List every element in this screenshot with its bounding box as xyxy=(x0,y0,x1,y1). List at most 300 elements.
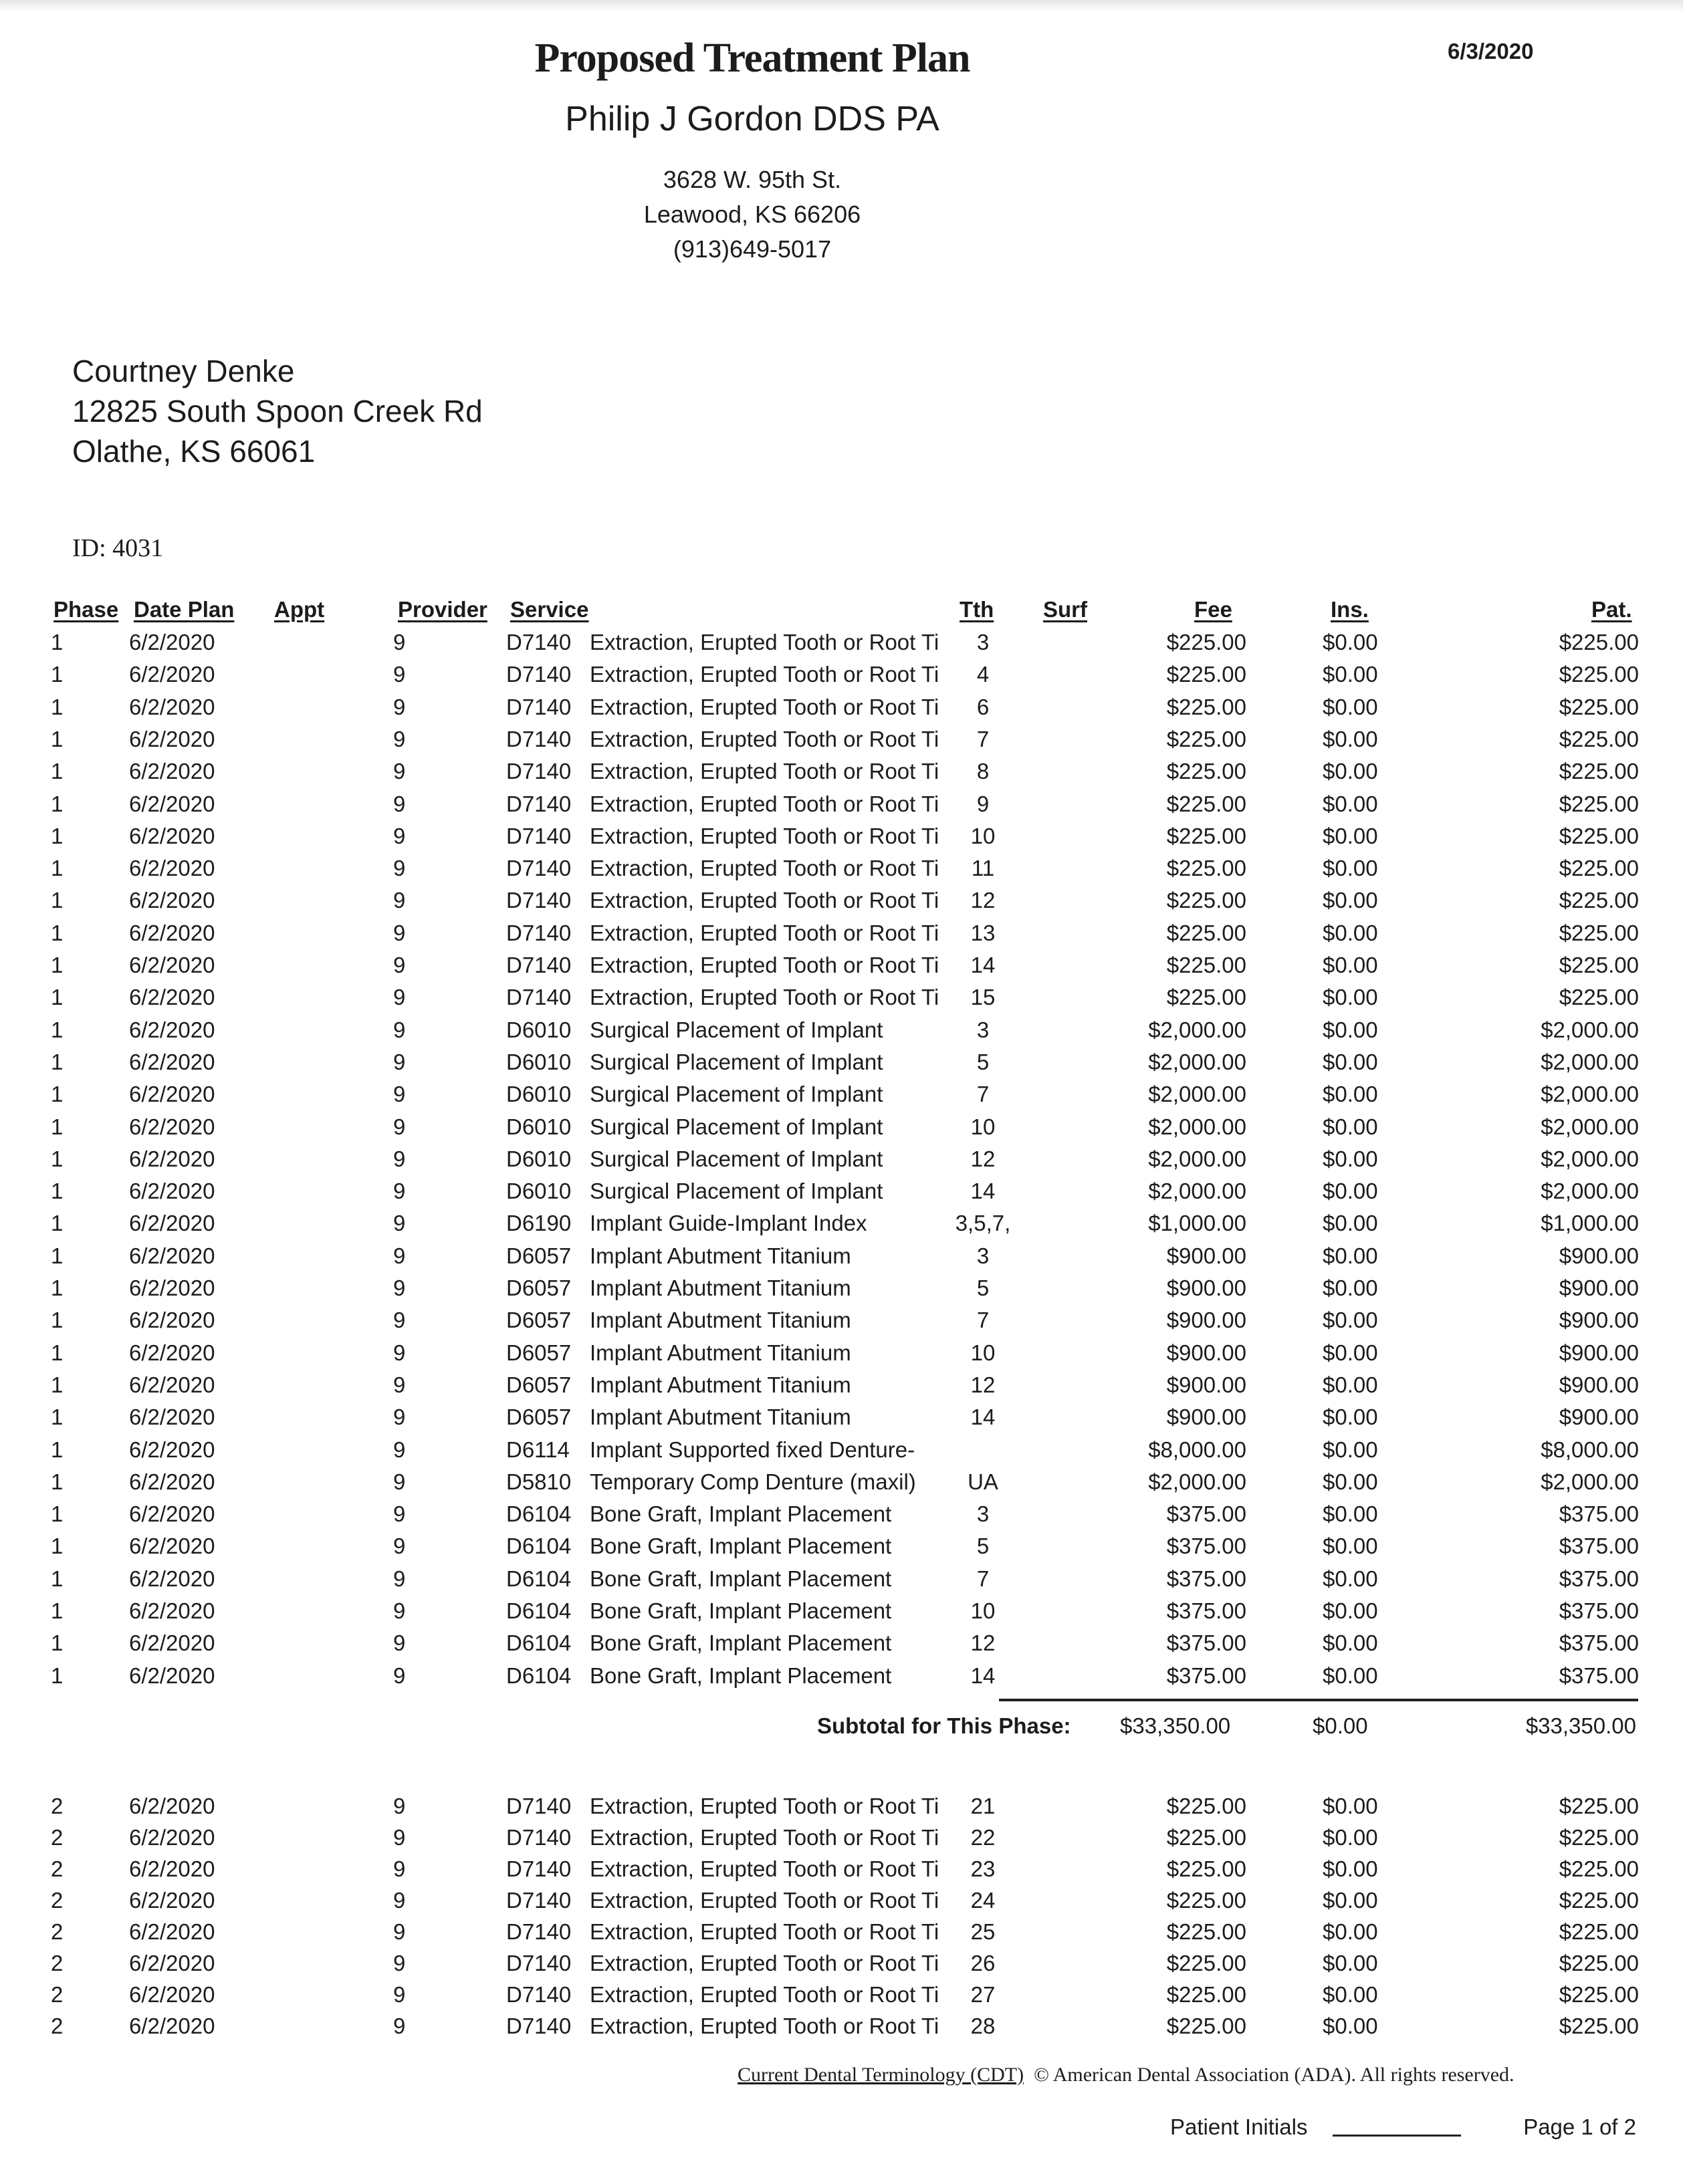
cell-service-code: D6057 xyxy=(506,1308,572,1333)
cell-service-code: D6114 xyxy=(506,1437,570,1462)
cell-ins: $0.00 xyxy=(1323,694,1378,719)
cell-fee: $900.00 xyxy=(1166,1308,1246,1333)
cell-ins: $0.00 xyxy=(1323,1919,1378,1944)
cell-service-desc: Implant Abutment Titanium xyxy=(590,1308,851,1333)
cell-date-plan: 6/2/2020 xyxy=(129,823,215,848)
cell-tooth: 3 xyxy=(976,630,990,654)
cell-fee: $225.00 xyxy=(1166,1856,1246,1881)
cell-service-code: D7140 xyxy=(506,823,572,848)
cell-fee: $900.00 xyxy=(1166,1340,1246,1365)
cell-fee: $225.00 xyxy=(1166,985,1246,1010)
cell-provider: 9 xyxy=(393,953,406,977)
cell-fee: $2,000.00 xyxy=(1148,1469,1246,1494)
cell-date-plan: 6/2/2020 xyxy=(129,1114,215,1139)
cell-ins: $0.00 xyxy=(1323,1211,1378,1236)
cell-phase: 1 xyxy=(51,1276,64,1300)
cell-provider: 9 xyxy=(393,823,406,848)
cell-phase: 2 xyxy=(51,1825,64,1850)
cell-tooth: 22 xyxy=(970,1825,996,1850)
cell-service-desc: Surgical Placement of Implant xyxy=(590,1179,883,1204)
cell-phase: 2 xyxy=(51,1794,64,1818)
cell-date-plan: 6/2/2020 xyxy=(129,1146,215,1171)
cell-phase: 2 xyxy=(51,2014,64,2038)
cell-tooth: 12 xyxy=(970,1372,996,1397)
cell-fee: $8,000.00 xyxy=(1148,1437,1246,1462)
table-row xyxy=(0,888,1683,920)
cell-ins: $0.00 xyxy=(1323,1437,1378,1462)
cell-tooth: 14 xyxy=(970,1663,996,1688)
cell-pat: $225.00 xyxy=(1559,1794,1639,1818)
col-header-pat: Pat. xyxy=(1591,597,1632,622)
cell-pat: $225.00 xyxy=(1559,823,1639,848)
patient-street: 12825 South Spoon Creek Rd xyxy=(72,394,483,429)
cell-service-code: D7140 xyxy=(506,791,572,816)
page-title: Proposed Treatment Plan xyxy=(534,35,970,81)
cell-date-plan: 6/2/2020 xyxy=(129,2014,215,2038)
cell-service-code: D6057 xyxy=(506,1405,572,1430)
cell-service-desc: Implant Abutment Titanium xyxy=(590,1276,851,1300)
table-row xyxy=(0,662,1683,694)
cell-service-desc: Extraction, Erupted Tooth or Root Ti xyxy=(590,1951,939,1975)
table-row xyxy=(0,1114,1683,1146)
table-row xyxy=(0,1340,1683,1372)
cell-tooth: 7 xyxy=(976,1566,990,1591)
cell-ins: $0.00 xyxy=(1323,1856,1378,1881)
cell-pat: $225.00 xyxy=(1559,1856,1639,1881)
cell-service-code: D6104 xyxy=(506,1663,572,1688)
cell-date-plan: 6/2/2020 xyxy=(129,953,215,977)
cell-service-desc: Surgical Placement of Implant xyxy=(590,1082,883,1107)
cell-provider: 9 xyxy=(393,920,406,945)
cell-ins: $0.00 xyxy=(1323,726,1378,751)
cell-pat: $900.00 xyxy=(1559,1243,1639,1268)
practice-address-line1: 3628 W. 95th St. xyxy=(663,166,842,193)
col-header-appt: Appt xyxy=(274,597,325,622)
cell-pat: $225.00 xyxy=(1559,985,1639,1010)
cdt-notice xyxy=(738,2064,1514,2086)
cell-service-desc: Extraction, Erupted Tooth or Root Ti xyxy=(590,856,939,881)
cell-date-plan: 6/2/2020 xyxy=(129,920,215,945)
cell-phase: 1 xyxy=(51,1243,64,1268)
cell-service-code: D7140 xyxy=(506,1951,572,1975)
cell-ins: $0.00 xyxy=(1323,759,1378,784)
cell-provider: 9 xyxy=(393,1114,406,1139)
cell-tooth: 21 xyxy=(970,1794,996,1818)
cell-tooth: 25 xyxy=(970,1919,996,1944)
cell-fee: $900.00 xyxy=(1166,1243,1246,1268)
cell-ins: $0.00 xyxy=(1323,1082,1378,1107)
cell-pat: $225.00 xyxy=(1559,856,1639,881)
cell-ins: $0.00 xyxy=(1323,1888,1378,1913)
cell-service-code: D5810 xyxy=(506,1469,572,1494)
cell-tooth: 3,5,7, xyxy=(955,1211,1011,1236)
cell-provider: 9 xyxy=(393,1276,406,1300)
cell-provider: 9 xyxy=(393,1598,406,1623)
cell-pat: $225.00 xyxy=(1559,2014,1639,2038)
cell-pat: $2,000.00 xyxy=(1541,1082,1639,1107)
table-row xyxy=(0,1598,1683,1630)
cell-pat: $225.00 xyxy=(1559,888,1639,913)
cell-pat: $225.00 xyxy=(1559,953,1639,977)
cell-ins: $0.00 xyxy=(1323,1598,1378,1623)
cell-date-plan: 6/2/2020 xyxy=(129,1276,215,1300)
cell-provider: 9 xyxy=(393,630,406,654)
cell-date-plan: 6/2/2020 xyxy=(129,1308,215,1333)
cell-provider: 9 xyxy=(393,1566,406,1591)
cell-pat: $225.00 xyxy=(1559,694,1639,719)
cell-provider: 9 xyxy=(393,791,406,816)
table-row xyxy=(0,1469,1683,1501)
cell-service-desc: Bone Graft, Implant Placement xyxy=(590,1663,892,1688)
table-row xyxy=(0,921,1683,953)
cell-provider: 9 xyxy=(393,856,406,881)
cell-date-plan: 6/2/2020 xyxy=(129,1598,215,1623)
table-row xyxy=(0,1501,1683,1534)
cell-phase: 1 xyxy=(51,888,64,913)
cell-tooth: 10 xyxy=(970,1598,996,1623)
cell-ins: $0.00 xyxy=(1323,1114,1378,1139)
table-row xyxy=(0,630,1683,662)
cell-service-code: D7140 xyxy=(506,985,572,1010)
cell-pat: $225.00 xyxy=(1559,791,1639,816)
cell-date-plan: 6/2/2020 xyxy=(129,1405,215,1430)
cell-pat: $375.00 xyxy=(1559,1534,1639,1559)
cell-phase: 1 xyxy=(51,694,64,719)
col-header-provider: Provider xyxy=(398,597,487,622)
cell-date-plan: 6/2/2020 xyxy=(129,1794,215,1818)
cell-fee: $2,000.00 xyxy=(1148,1017,1246,1042)
subtotal-label: Subtotal for This Phase: xyxy=(817,1713,1071,1738)
cell-tooth: 11 xyxy=(971,856,995,881)
cell-tooth: 14 xyxy=(970,1179,996,1204)
cell-service-code: D7140 xyxy=(506,694,572,719)
cell-fee: $375.00 xyxy=(1166,1663,1246,1688)
col-header-fee: Fee xyxy=(1194,597,1232,622)
cell-pat: $225.00 xyxy=(1559,1951,1639,1975)
cell-ins: $0.00 xyxy=(1323,888,1378,913)
table-row xyxy=(0,695,1683,727)
patient-initials-field[interactable] xyxy=(1333,2135,1461,2137)
cell-fee: $225.00 xyxy=(1166,1982,1246,2007)
cell-provider: 9 xyxy=(393,1308,406,1333)
col-header-service: Service xyxy=(510,597,589,622)
cell-tooth: 12 xyxy=(970,1630,996,1656)
cell-provider: 9 xyxy=(393,726,406,751)
table-row xyxy=(0,824,1683,856)
cell-date-plan: 6/2/2020 xyxy=(129,1982,215,2007)
col-header-phase: Phase xyxy=(53,597,119,622)
cell-service-desc: Bone Graft, Implant Placement xyxy=(590,1630,892,1656)
cell-fee: $375.00 xyxy=(1166,1598,1246,1623)
table-row xyxy=(0,1566,1683,1598)
cell-service-desc: Implant Abutment Titanium xyxy=(590,1243,851,1268)
cell-phase: 1 xyxy=(51,1308,64,1333)
cell-phase: 2 xyxy=(51,1982,64,2007)
table-row xyxy=(0,1888,1683,1920)
cell-tooth: UA xyxy=(968,1469,998,1494)
cell-pat: $225.00 xyxy=(1559,630,1639,654)
table-row xyxy=(0,1372,1683,1405)
cell-pat: $225.00 xyxy=(1559,920,1639,945)
cell-date-plan: 6/2/2020 xyxy=(129,888,215,913)
cell-tooth: 7 xyxy=(976,1308,990,1333)
cell-ins: $0.00 xyxy=(1323,1405,1378,1430)
cell-tooth: 13 xyxy=(970,920,996,945)
cell-phase: 1 xyxy=(51,920,64,945)
cell-tooth: 6 xyxy=(976,694,990,719)
cell-service-desc: Surgical Placement of Implant xyxy=(590,1146,883,1171)
cell-pat: $2,000.00 xyxy=(1541,1049,1639,1074)
cell-provider: 9 xyxy=(393,1534,406,1559)
cell-date-plan: 6/2/2020 xyxy=(129,1340,215,1365)
table-row xyxy=(0,953,1683,985)
table-row xyxy=(0,1534,1683,1566)
cell-tooth: 26 xyxy=(970,1951,996,1975)
cell-service-desc: Extraction, Erupted Tooth or Root Ti xyxy=(590,953,939,977)
cell-service-code: D7140 xyxy=(506,920,572,945)
cell-service-desc: Bone Graft, Implant Placement xyxy=(590,1598,892,1623)
cell-date-plan: 6/2/2020 xyxy=(129,1211,215,1236)
cell-pat: $375.00 xyxy=(1559,1501,1639,1527)
col-header-surf: Surf xyxy=(1043,597,1087,622)
cell-service-code: D6057 xyxy=(506,1243,572,1268)
cell-phase: 1 xyxy=(51,1114,64,1139)
cell-provider: 9 xyxy=(393,2014,406,2038)
table-row xyxy=(0,1017,1683,1050)
cell-service-desc: Implant Abutment Titanium xyxy=(590,1340,851,1365)
cell-service-desc: Extraction, Erupted Tooth or Root Ti xyxy=(590,888,939,913)
cell-fee: $225.00 xyxy=(1166,920,1246,945)
cell-pat: $2,000.00 xyxy=(1541,1017,1639,1042)
cell-ins: $0.00 xyxy=(1323,1308,1378,1333)
cell-service-code: D6010 xyxy=(506,1017,572,1042)
table-row xyxy=(0,792,1683,824)
col-header-tth: Tth xyxy=(960,597,994,622)
subtotal-rule xyxy=(999,1699,1638,1701)
cell-ins: $0.00 xyxy=(1323,1017,1378,1042)
cell-provider: 9 xyxy=(393,1049,406,1074)
cell-phase: 1 xyxy=(51,1469,64,1494)
practice-address-line2: Leawood, KS 66206 xyxy=(643,201,861,228)
table-row xyxy=(0,1630,1683,1663)
cell-fee: $225.00 xyxy=(1166,791,1246,816)
cell-ins: $0.00 xyxy=(1323,1276,1378,1300)
cell-tooth: 12 xyxy=(970,888,996,913)
cell-fee: $225.00 xyxy=(1166,630,1246,654)
cell-tooth: 10 xyxy=(970,1114,996,1139)
cell-date-plan: 6/2/2020 xyxy=(129,1243,215,1268)
cell-phase: 1 xyxy=(51,1405,64,1430)
cell-ins: $0.00 xyxy=(1323,2014,1378,2038)
cell-pat: $900.00 xyxy=(1559,1276,1639,1300)
cell-service-desc: Extraction, Erupted Tooth or Root Ti xyxy=(590,1856,939,1881)
cell-phase: 1 xyxy=(51,1663,64,1688)
cell-phase: 2 xyxy=(51,1888,64,1913)
cell-fee: $2,000.00 xyxy=(1148,1049,1246,1074)
cell-provider: 9 xyxy=(393,1211,406,1236)
col-header-date-plan: Date Plan xyxy=(134,597,235,622)
cell-date-plan: 6/2/2020 xyxy=(129,1082,215,1107)
cell-service-desc: Extraction, Erupted Tooth or Root Ti xyxy=(590,1982,939,2007)
cell-service-code: D7140 xyxy=(506,1856,572,1881)
cell-phase: 1 xyxy=(51,856,64,881)
cell-tooth: 27 xyxy=(970,1982,996,2007)
cell-ins: $0.00 xyxy=(1323,1340,1378,1365)
cell-tooth: 3 xyxy=(976,1243,990,1268)
cell-fee: $225.00 xyxy=(1166,759,1246,784)
cell-service-desc: Extraction, Erupted Tooth or Root Ti xyxy=(590,1794,939,1818)
cell-service-code: D7140 xyxy=(506,856,572,881)
cell-ins: $0.00 xyxy=(1323,1663,1378,1688)
cell-service-code: D7140 xyxy=(506,1794,572,1818)
cell-date-plan: 6/2/2020 xyxy=(129,1534,215,1559)
cell-service-code: D7140 xyxy=(506,888,572,913)
cell-pat: $900.00 xyxy=(1559,1308,1639,1333)
cell-service-code: D6010 xyxy=(506,1114,572,1139)
cell-service-desc: Extraction, Erupted Tooth or Root Ti xyxy=(590,1825,939,1850)
cell-provider: 9 xyxy=(393,1146,406,1171)
cell-phase: 1 xyxy=(51,985,64,1010)
cell-service-code: D7140 xyxy=(506,630,572,654)
cell-phase: 1 xyxy=(51,953,64,977)
patient-id: ID: 4031 xyxy=(72,534,164,562)
cell-ins: $0.00 xyxy=(1323,791,1378,816)
cell-fee: $375.00 xyxy=(1166,1566,1246,1591)
cell-tooth: 23 xyxy=(970,1856,996,1881)
col-header-ins: Ins. xyxy=(1331,597,1369,622)
cell-service-code: D7140 xyxy=(506,1919,572,1944)
cell-service-code: D6104 xyxy=(506,1598,572,1623)
ada-copyright: © American Dental Association (ADA). All rights reserved. xyxy=(1034,2064,1514,2086)
cell-phase: 1 xyxy=(51,1501,64,1527)
cell-phase: 1 xyxy=(51,1017,64,1042)
cell-tooth: 4 xyxy=(976,662,990,687)
cell-date-plan: 6/2/2020 xyxy=(129,1825,215,1850)
table-row xyxy=(0,985,1683,1017)
cell-fee: $2,000.00 xyxy=(1148,1146,1246,1171)
cell-tooth: 14 xyxy=(970,953,996,977)
cell-service-desc: Extraction, Erupted Tooth or Root Ti xyxy=(590,823,939,848)
cell-service-desc: Extraction, Erupted Tooth or Root Ti xyxy=(590,759,939,784)
cell-phase: 1 xyxy=(51,1049,64,1074)
cell-fee: $2,000.00 xyxy=(1148,1114,1246,1139)
cell-service-code: D6057 xyxy=(506,1276,572,1300)
cell-provider: 9 xyxy=(393,759,406,784)
cell-date-plan: 6/2/2020 xyxy=(129,630,215,654)
cell-tooth: 12 xyxy=(970,1146,996,1171)
cell-ins: $0.00 xyxy=(1323,1501,1378,1527)
cell-service-desc: Implant Abutment Titanium xyxy=(590,1372,851,1397)
cell-pat: $375.00 xyxy=(1559,1566,1639,1591)
cell-pat: $225.00 xyxy=(1559,1982,1639,2007)
cell-service-desc: Extraction, Erupted Tooth or Root Ti xyxy=(590,791,939,816)
patient-city: Olathe, KS 66061 xyxy=(72,434,316,469)
table-row xyxy=(0,856,1683,888)
cell-tooth: 7 xyxy=(976,1082,990,1107)
table-row xyxy=(0,1276,1683,1308)
cell-service-desc: Implant Abutment Titanium xyxy=(590,1405,851,1430)
cell-fee: $225.00 xyxy=(1166,1919,1246,1944)
cell-date-plan: 6/2/2020 xyxy=(129,985,215,1010)
cell-date-plan: 6/2/2020 xyxy=(129,1017,215,1042)
cell-phase: 1 xyxy=(51,1082,64,1107)
cell-fee: $225.00 xyxy=(1166,662,1246,687)
cell-date-plan: 6/2/2020 xyxy=(129,1469,215,1494)
cell-fee: $225.00 xyxy=(1166,694,1246,719)
cell-service-code: D7140 xyxy=(506,1825,572,1850)
cell-fee: $2,000.00 xyxy=(1148,1082,1246,1107)
table-row xyxy=(0,759,1683,791)
cell-phase: 1 xyxy=(51,1534,64,1559)
cell-service-code: D6010 xyxy=(506,1179,572,1204)
cell-tooth: 28 xyxy=(970,2014,996,2038)
cell-date-plan: 6/2/2020 xyxy=(129,1856,215,1881)
table-row xyxy=(0,1825,1683,1857)
cell-date-plan: 6/2/2020 xyxy=(129,1437,215,1462)
table-row xyxy=(0,1082,1683,1114)
cell-fee: $225.00 xyxy=(1166,1794,1246,1818)
cell-tooth: 24 xyxy=(970,1888,996,1913)
patient-name: Courtney Denke xyxy=(72,354,295,388)
cell-ins: $0.00 xyxy=(1323,920,1378,945)
cell-date-plan: 6/2/2020 xyxy=(129,791,215,816)
page-number: Page 1 of 2 xyxy=(1523,2114,1636,2139)
subtotal-fee: $33,350.00 xyxy=(1120,1713,1231,1738)
cell-service-desc: Extraction, Erupted Tooth or Root Ti xyxy=(590,985,939,1010)
cell-phase: 1 xyxy=(51,823,64,848)
cell-provider: 9 xyxy=(393,1888,406,1913)
cell-service-code: D6010 xyxy=(506,1082,572,1107)
cell-pat: $375.00 xyxy=(1559,1630,1639,1656)
cell-ins: $0.00 xyxy=(1323,1469,1378,1494)
cell-fee: $1,000.00 xyxy=(1148,1211,1246,1236)
cell-fee: $225.00 xyxy=(1166,1888,1246,1913)
cell-provider: 9 xyxy=(393,1501,406,1527)
cell-fee: $225.00 xyxy=(1166,1825,1246,1850)
cell-phase: 1 xyxy=(51,1372,64,1397)
cell-tooth: 10 xyxy=(970,823,996,848)
cell-fee: $225.00 xyxy=(1166,953,1246,977)
cell-ins: $0.00 xyxy=(1323,662,1378,687)
cell-service-code: D6190 xyxy=(506,1211,572,1236)
cell-service-code: D7140 xyxy=(506,2014,572,2038)
cell-fee: $225.00 xyxy=(1166,726,1246,751)
practice-phone: (913)649-5017 xyxy=(673,235,832,263)
cell-service-desc: Extraction, Erupted Tooth or Root Ti xyxy=(590,662,939,687)
cell-service-desc: Surgical Placement of Implant xyxy=(590,1114,883,1139)
cell-phase: 1 xyxy=(51,1179,64,1204)
table-row xyxy=(0,1663,1683,1695)
cdt-link[interactable]: Current Dental Terminology (CDT) xyxy=(738,2064,1024,2086)
table-row xyxy=(0,1951,1683,1983)
cell-pat: $225.00 xyxy=(1559,1919,1639,1944)
scan-edge xyxy=(0,0,1683,12)
cell-pat: $225.00 xyxy=(1559,759,1639,784)
table-row xyxy=(0,1437,1683,1469)
cell-provider: 9 xyxy=(393,662,406,687)
cell-ins: $0.00 xyxy=(1323,630,1378,654)
cell-phase: 1 xyxy=(51,662,64,687)
cell-service-code: D6104 xyxy=(506,1501,572,1527)
cell-service-code: D7140 xyxy=(506,1888,572,1913)
table-row xyxy=(0,1179,1683,1211)
cell-ins: $0.00 xyxy=(1323,1794,1378,1818)
cell-pat: $225.00 xyxy=(1559,1825,1639,1850)
cell-phase: 1 xyxy=(51,1437,64,1462)
cell-pat: $2,000.00 xyxy=(1541,1179,1639,1204)
table-row xyxy=(0,2014,1683,2046)
cell-date-plan: 6/2/2020 xyxy=(129,1630,215,1656)
